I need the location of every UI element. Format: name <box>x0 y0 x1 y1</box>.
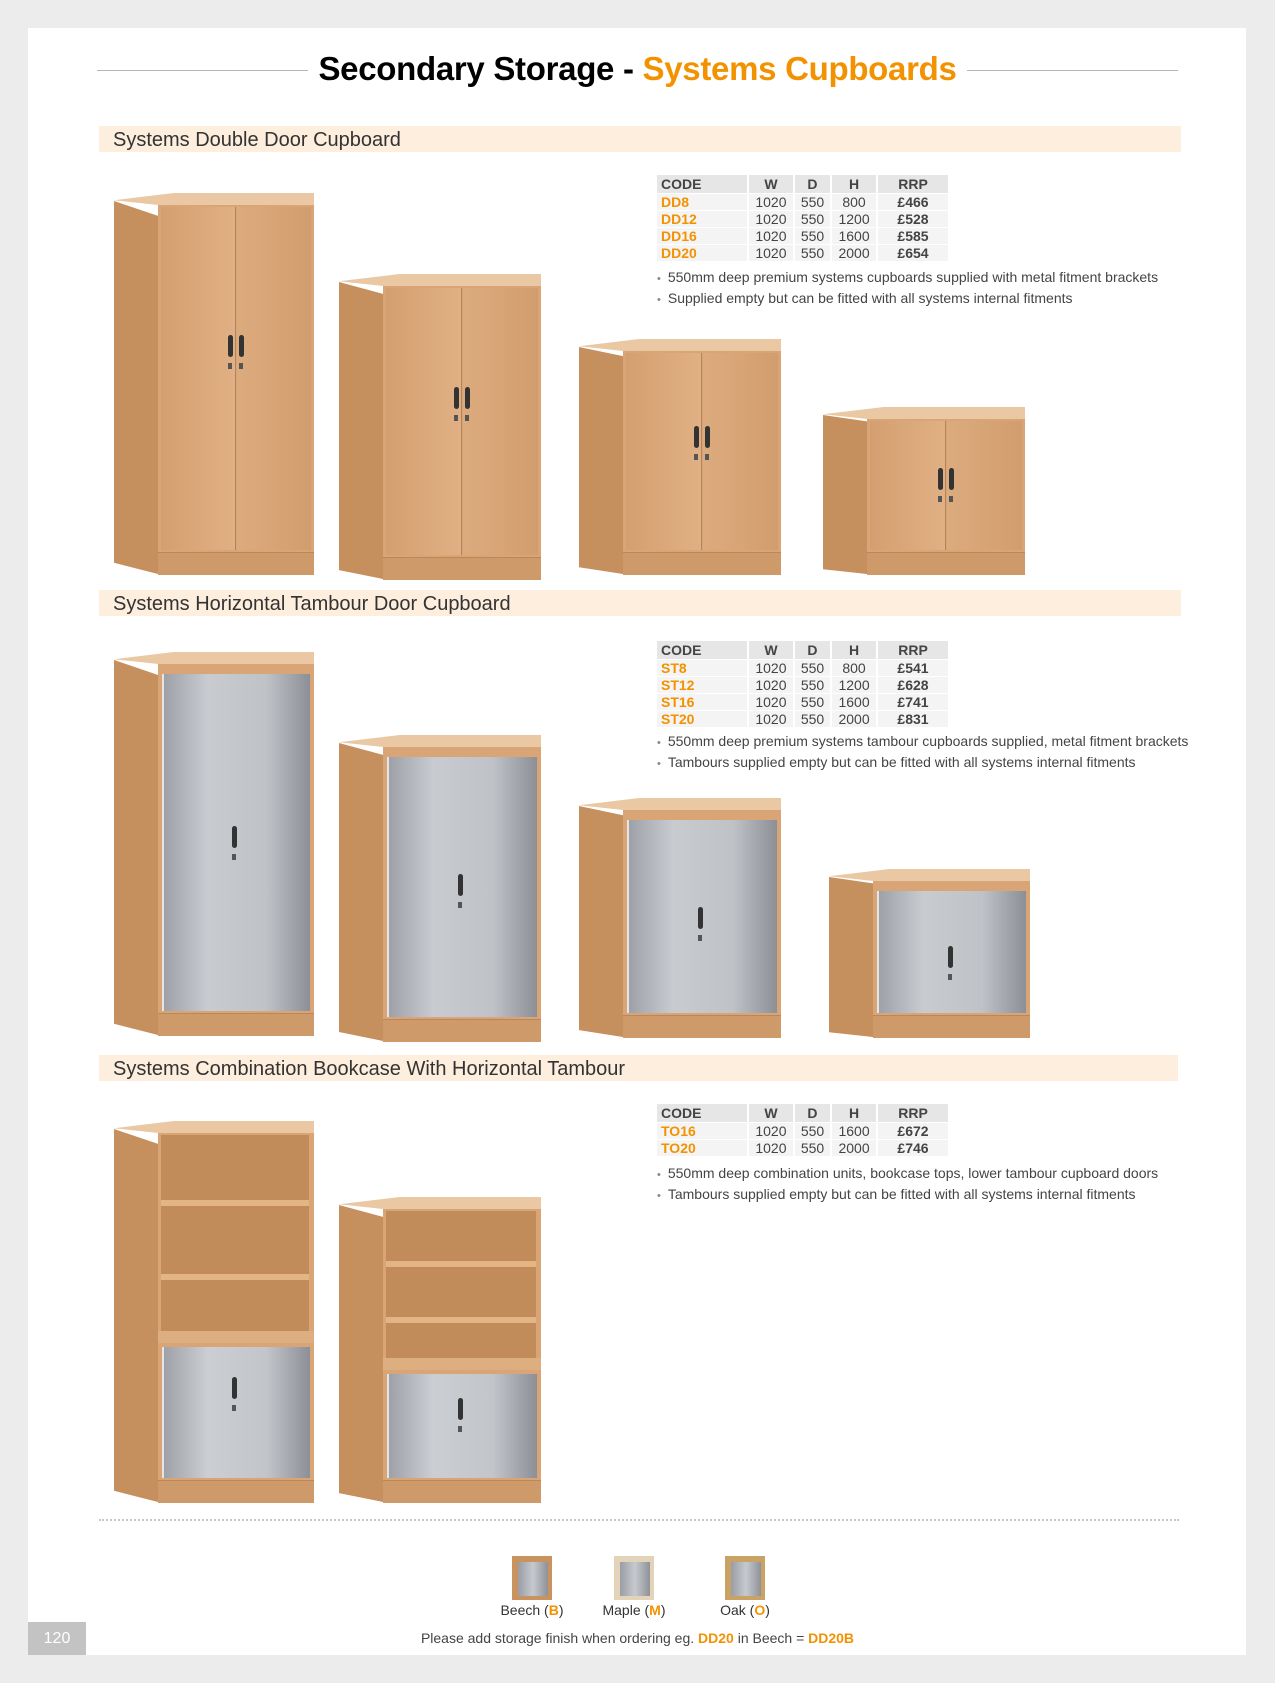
handle-icon <box>698 907 703 929</box>
feature-item: • Supplied empty but can be fitted with all systems internal fitments <box>657 289 1158 310</box>
lock-icon <box>458 902 462 908</box>
ordering-note <box>0 1630 1275 1646</box>
price-cell: £466 <box>877 194 949 211</box>
plinth <box>383 1480 541 1503</box>
handle-icon <box>938 468 943 490</box>
column-header: W <box>748 1104 794 1123</box>
price-cell: £654 <box>877 245 949 262</box>
handle-icon <box>232 1377 237 1399</box>
double-door-cupboard-image <box>339 274 541 579</box>
depth-cell: 550 <box>794 660 831 677</box>
feature-item: • 550mm deep combination units, bookcase tops, lower tambour cupboard doors <box>657 1164 1158 1185</box>
handle-icon <box>949 468 954 490</box>
finish-code: B <box>548 1602 559 1618</box>
width-cell: 1020 <box>748 228 794 245</box>
lock-icon <box>458 1426 462 1432</box>
tambour-door <box>387 1374 537 1478</box>
side-panel <box>114 201 158 574</box>
height-cell: 2000 <box>831 245 877 262</box>
feature-item: • 550mm deep premium systems tambour cupboards supplied, metal fitment brackets <box>657 732 1188 753</box>
handle-icon <box>228 335 233 357</box>
right-door <box>463 288 538 555</box>
section-heading <box>99 590 1181 616</box>
side-panel <box>114 660 158 1035</box>
plinth <box>383 1019 541 1042</box>
column-header: CODE <box>657 641 748 660</box>
column-header: D <box>794 641 831 660</box>
combination-bookcase-image <box>114 1121 314 1502</box>
width-cell: 1020 <box>748 677 794 694</box>
section-heading-text: Systems Horizontal Tambour Door Cupboard <box>113 593 511 615</box>
height-cell: 1600 <box>831 694 877 711</box>
table-row <box>657 1140 949 1157</box>
shelf <box>386 1317 536 1323</box>
column-header: W <box>748 175 794 194</box>
feature-list <box>657 732 1188 774</box>
plinth <box>867 552 1025 575</box>
handle-icon <box>454 387 459 409</box>
top-panel <box>823 407 1025 419</box>
top-panel <box>339 1197 541 1209</box>
section-heading-text: Systems Combination Bookcase With Horizontal Tambour <box>113 1058 626 1080</box>
lock-icon <box>465 415 469 421</box>
right-door <box>703 353 778 550</box>
code-cell: ST16 <box>657 694 748 711</box>
feature-item: • Tambours supplied empty but can be fitted with all systems internal fitments <box>657 753 1188 774</box>
price-cell: £746 <box>877 1140 949 1157</box>
finish-name: Beech <box>500 1602 541 1618</box>
finish-label: Maple (M) <box>602 1602 666 1618</box>
page-title <box>0 50 1275 88</box>
tambour-swatch <box>620 1562 650 1596</box>
shelf-divider <box>158 1331 314 1343</box>
depth-cell: 550 <box>794 245 831 262</box>
finish-label: Oak (O) <box>720 1602 770 1618</box>
finish-code: M <box>649 1602 661 1618</box>
plinth <box>623 1015 781 1038</box>
price-cell: £831 <box>877 711 949 728</box>
right-door <box>947 421 1022 550</box>
top-panel <box>579 339 781 351</box>
finish-swatch-maple <box>614 1556 654 1600</box>
price-cell: £528 <box>877 211 949 228</box>
shelf-divider <box>383 1358 541 1370</box>
lock-icon <box>938 496 942 502</box>
table-row <box>657 1123 949 1140</box>
bookcase-interior <box>161 1135 309 1331</box>
feature-item: • Tambours supplied empty but can be fitted with all systems internal fitments <box>657 1185 1158 1206</box>
column-header: H <box>831 641 877 660</box>
lock-icon <box>232 1405 236 1411</box>
side-panel <box>579 806 623 1037</box>
left-door <box>386 288 462 555</box>
side-panel <box>823 415 867 574</box>
title-main: Secondary Storage - <box>318 50 643 87</box>
double-door-cupboard-image <box>823 407 1025 574</box>
column-header: RRP <box>877 641 949 660</box>
code-cell: ST12 <box>657 677 748 694</box>
tambour-cupboard-image <box>829 869 1030 1037</box>
double-door-cupboard-image <box>114 193 314 574</box>
plinth <box>623 552 781 575</box>
table-header <box>657 1104 949 1123</box>
feature-list <box>657 1164 1158 1206</box>
depth-cell: 550 <box>794 1140 831 1157</box>
handle-icon <box>239 335 244 357</box>
table-row <box>657 211 949 228</box>
handle-icon <box>465 387 470 409</box>
feature-item: • 550mm deep premium systems cupboards supplied with metal fitment brackets <box>657 268 1158 289</box>
top-panel <box>579 798 781 810</box>
code-cell: ST8 <box>657 660 748 677</box>
depth-cell: 550 <box>794 694 831 711</box>
top-panel <box>339 735 541 747</box>
tambour-swatch <box>518 1562 548 1596</box>
depth-cell: 550 <box>794 1123 831 1140</box>
width-cell: 1020 <box>748 711 794 728</box>
code-cell: ST20 <box>657 711 748 728</box>
finish-swatch-beech <box>512 1556 552 1600</box>
code-cell: TO20 <box>657 1140 748 1157</box>
handle-icon <box>458 874 463 896</box>
plinth <box>158 1013 314 1036</box>
height-cell: 800 <box>831 660 877 677</box>
section-heading-text: Systems Double Door Cupboard <box>113 129 401 151</box>
top-panel <box>829 869 1030 881</box>
width-cell: 1020 <box>748 245 794 262</box>
height-cell: 1200 <box>831 211 877 228</box>
table-row <box>657 711 949 728</box>
lock-icon <box>694 454 698 460</box>
left-door <box>626 353 702 550</box>
price-cell: £741 <box>877 694 949 711</box>
finish-name: Maple <box>602 1602 641 1618</box>
column-header: D <box>794 1104 831 1123</box>
width-cell: 1020 <box>748 660 794 677</box>
width-cell: 1020 <box>748 694 794 711</box>
top-panel <box>114 652 314 664</box>
spec-table <box>657 175 950 261</box>
footer-example-code: DD20 <box>698 1630 734 1646</box>
column-header: D <box>794 175 831 194</box>
column-header: CODE <box>657 1104 748 1123</box>
side-panel <box>829 877 873 1037</box>
right-door <box>237 207 311 550</box>
depth-cell: 550 <box>794 228 831 245</box>
width-cell: 1020 <box>748 1140 794 1157</box>
handle-icon <box>694 426 699 448</box>
finish-name: Oak <box>720 1602 746 1618</box>
tambour-door <box>162 1347 310 1478</box>
lock-icon <box>232 854 236 860</box>
height-cell: 1600 <box>831 228 877 245</box>
handle-icon <box>232 826 237 848</box>
shelf <box>161 1200 309 1206</box>
price-cell: £541 <box>877 660 949 677</box>
table-row <box>657 660 949 677</box>
table-row <box>657 677 949 694</box>
width-cell: 1020 <box>748 211 794 228</box>
left-door <box>161 207 236 550</box>
width-cell: 1020 <box>748 1123 794 1140</box>
table-row <box>657 245 949 262</box>
divider <box>99 1519 1179 1521</box>
top-panel <box>114 193 314 205</box>
spec-table <box>657 1104 950 1156</box>
double-door-cupboard-image <box>579 339 781 574</box>
spec-table <box>657 641 950 727</box>
price-cell: £628 <box>877 677 949 694</box>
code-cell: DD12 <box>657 211 748 228</box>
plinth <box>158 552 314 575</box>
finish-code: O <box>754 1602 766 1618</box>
finish-label: Beech (B) <box>500 1602 564 1618</box>
table-header <box>657 641 949 660</box>
lock-icon <box>705 454 709 460</box>
height-cell: 1200 <box>831 677 877 694</box>
left-door <box>870 421 946 550</box>
price-cell: £585 <box>877 228 949 245</box>
column-header: H <box>831 1104 877 1123</box>
handle-icon <box>705 426 710 448</box>
column-header: H <box>831 175 877 194</box>
table-row <box>657 228 949 245</box>
height-cell: 1600 <box>831 1123 877 1140</box>
title-accent: Systems Cupboards <box>642 50 957 87</box>
top-panel <box>114 1121 314 1133</box>
feature-list <box>657 268 1158 310</box>
plinth <box>383 557 541 580</box>
lock-icon <box>239 363 243 369</box>
finish-swatch-oak <box>725 1556 765 1600</box>
top-panel <box>339 274 541 286</box>
footer-result-code: DD20B <box>808 1630 855 1646</box>
lock-icon <box>948 974 952 980</box>
price-cell: £672 <box>877 1123 949 1140</box>
width-cell: 1020 <box>748 194 794 211</box>
height-cell: 2000 <box>831 711 877 728</box>
side-panel <box>339 282 383 579</box>
table-header <box>657 175 949 194</box>
page-number: 120 <box>28 1622 86 1655</box>
handle-icon <box>948 946 953 968</box>
tambour-cupboard-image <box>339 735 541 1041</box>
tambour-swatch <box>731 1562 761 1596</box>
combination-bookcase-image <box>339 1197 541 1502</box>
lock-icon <box>949 496 953 502</box>
plinth <box>158 1480 314 1503</box>
column-header: W <box>748 641 794 660</box>
depth-cell: 550 <box>794 194 831 211</box>
footer-middle: in Beech = <box>733 1630 809 1646</box>
code-cell: DD20 <box>657 245 748 262</box>
side-panel <box>339 743 383 1041</box>
table-row <box>657 194 949 211</box>
code-cell: DD8 <box>657 194 748 211</box>
depth-cell: 550 <box>794 677 831 694</box>
tambour-cupboard-image <box>114 652 314 1035</box>
shelf <box>161 1274 309 1280</box>
section-heading <box>99 1055 1178 1081</box>
column-header: RRP <box>877 175 949 194</box>
table-row <box>657 694 949 711</box>
code-cell: TO16 <box>657 1123 748 1140</box>
side-panel <box>114 1129 158 1502</box>
column-header: RRP <box>877 1104 949 1123</box>
handle-icon <box>458 1398 463 1420</box>
side-panel <box>339 1205 383 1502</box>
code-cell: DD16 <box>657 228 748 245</box>
lock-icon <box>228 363 232 369</box>
shelf <box>386 1261 536 1267</box>
bookcase-interior <box>386 1211 536 1358</box>
footer-prefix: Please add storage finish when ordering eg. <box>420 1630 699 1646</box>
side-panel <box>579 347 623 574</box>
tambour-cupboard-image <box>579 798 781 1037</box>
plinth <box>873 1015 1030 1038</box>
lock-icon <box>698 935 702 941</box>
section-heading <box>99 126 1181 152</box>
depth-cell: 550 <box>794 211 831 228</box>
column-header: CODE <box>657 175 748 194</box>
lock-icon <box>454 415 458 421</box>
height-cell: 800 <box>831 194 877 211</box>
height-cell: 2000 <box>831 1140 877 1157</box>
depth-cell: 550 <box>794 711 831 728</box>
